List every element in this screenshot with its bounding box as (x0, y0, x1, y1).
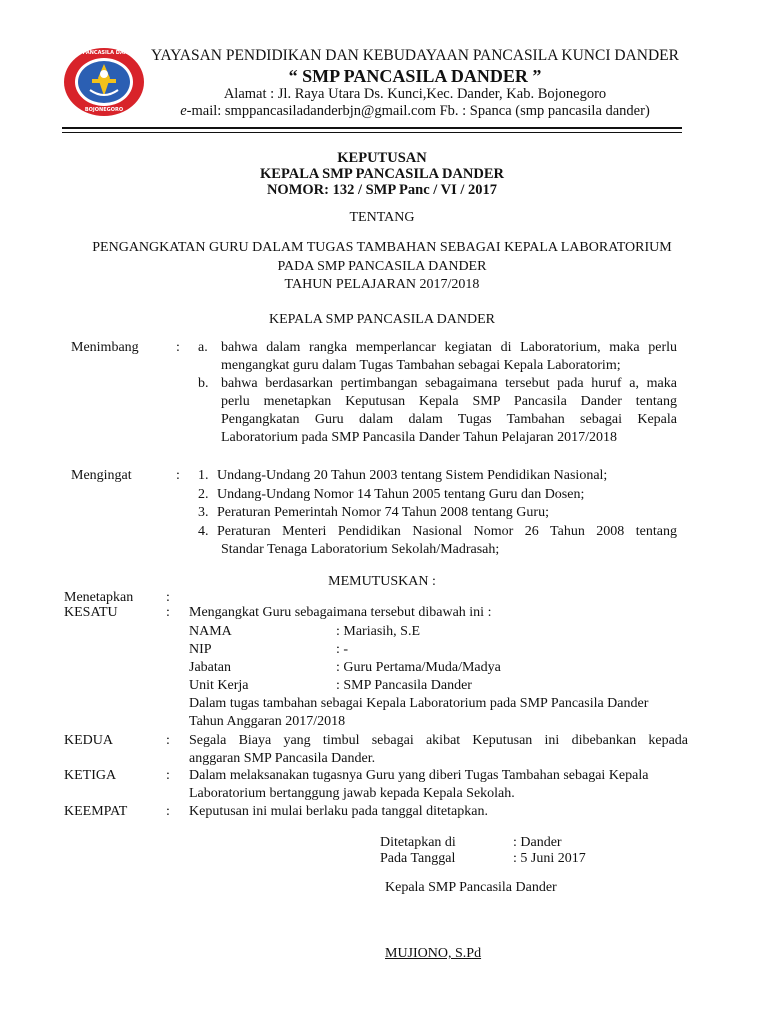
ketiga-line-1: Dalam melaksanakan tugasnya Guru yang diberi Tugas Tambahan sebagai Kepala (189, 768, 649, 783)
subject-line-1: PENGANGKATAN GURU DALAM TUGAS TAMBAHAN SEBAGAI KEPALA LABORATORIUM (92, 240, 672, 255)
authority-heading: KEPALA SMP PANCASILA DANDER (268, 312, 495, 327)
email-and-facebook: -mail: smppancasiladanderbjn@gmail.com Fb. : Spanca (smp pancasila dander) (186, 103, 650, 119)
decree-title: KEPUTUSAN (337, 150, 427, 166)
mengingat-1-text: Undang-Undang 20 Tahun 2003 tentang Sistem Pendidikan Nasional; (217, 468, 608, 483)
header-rule-thin (62, 132, 682, 133)
mengingat-colon: : (176, 468, 180, 483)
menimbang-colon: : (176, 340, 180, 355)
signature-place-value: : Dander (513, 835, 562, 850)
keempat-colon: : (166, 804, 170, 819)
subject-line-3: TAHUN PELAJARAN 2017/2018 (284, 277, 480, 292)
keempat-label: KEEMPAT (64, 804, 128, 819)
logo-bottom-text: BOJONEGORO (84, 107, 124, 113)
menimbang-b-line-1: bahwa berdasarkan pertimbangan sebagaimana tersebut pada huruf a, maka (221, 376, 677, 391)
menetapkan-colon: : (166, 590, 170, 605)
kedua-label: KEDUA (64, 733, 113, 748)
field-key-jabatan: Jabatan (189, 660, 231, 675)
menimbang-a-line-1: bahwa dalam rangka memperlancar kegiatan di Laboratorium, maka perlu (221, 340, 677, 355)
ketiga-label: KETIGA (64, 768, 117, 783)
mengingat-4-line-2: Standar Tenaga Laboratorium Sekolah/Madrasah; (221, 542, 500, 557)
logo-top-text: SMP PANCASILA DANDER (68, 50, 140, 56)
menimbang-a-line-2: mengangkat guru dalam Tugas Tambahan sebagai Kepala Laboratorim; (221, 358, 621, 373)
kesatu-label: KESATU (64, 605, 118, 620)
menimbang-a-marker: a. (198, 340, 208, 355)
mengingat-label: Mengingat (71, 468, 132, 483)
school-address: Alamat : Jl. Raya Utara Ds. Kunci,Kec. Dander, Kab. Bojonegoro (223, 86, 607, 102)
menimbang-label: Menimbang (71, 340, 139, 355)
kedua-line-2: anggaran SMP Pancasila Dander. (189, 751, 376, 766)
menimbang-b-line-4: Laboratorium pada SMP Pancasila Dander Tahun Pelajaran 2017/2018 (221, 430, 617, 445)
field-value-nip: : - (336, 642, 349, 657)
mengingat-4-line-1: Peraturan Menteri Pendidikan Nasional Nomor 26 Tahun 2008 tentang (217, 524, 677, 539)
decree-number: NOMOR: 132 / SMP Panc / VI / 2017 (266, 182, 498, 198)
menimbang-b-line-2: perlu menetapkan Keputusan Kepala SMP Pancasila Dander tentang (221, 394, 677, 409)
school-name: “ SMP PANCASILA DANDER ” (288, 66, 542, 86)
kesatu-note-line-1: Dalam tugas tambahan sebagai Kepala Laboratorium pada SMP Pancasila Dander (189, 696, 649, 711)
ketiga-line-2: Laboratorium bertanggung jawab kepada Kepala Sekolah. (189, 786, 515, 801)
kedua-line-1: Segala Biaya yang timbul sebagai akibat Keputusan ini dibebankan kepada (189, 733, 688, 748)
field-value-jabatan: : Guru Pertama/Muda/Madya (336, 660, 501, 675)
decree-issuer: KEPALA SMP PANCASILA DANDER (260, 166, 504, 182)
tentang-heading: TENTANG (349, 210, 415, 225)
keempat-line-1: Keputusan ini mulai berlaku pada tanggal ditetapkan. (189, 804, 488, 819)
field-value-unit-kerja: : SMP Pancasila Dander (336, 678, 472, 693)
kedua-colon: : (166, 733, 170, 748)
mengingat-2-text: Undang-Undang Nomor 14 Tahun 2005 tentang Guru dan Dosen; (217, 487, 585, 502)
foundation-name: YAYASAN PENDIDIKAN DAN KEBUDAYAAN PANCASILA KUNCI DANDER (151, 47, 679, 64)
menimbang-b-marker: b. (198, 376, 209, 391)
school-contact (0, 103, 768, 120)
mengingat-3-marker: 3. (198, 505, 209, 520)
mengingat-1-marker: 1. (198, 468, 209, 483)
field-value-nama: : Mariasih, S.E (336, 624, 420, 639)
kesatu-colon: : (166, 605, 170, 620)
signature-name: MUJIONO, S.Pd (385, 946, 482, 961)
menimbang-b-line-3: Pengangkatan Guru dalam dalam Tugas Tambahan sebagai Kepala (221, 412, 677, 427)
field-key-nip: NIP (189, 642, 212, 657)
field-key-nama: NAMA (189, 624, 232, 639)
menetapkan-label: Menetapkan (64, 590, 134, 605)
signature-position: Kepala SMP Pancasila Dander (385, 880, 557, 895)
kesatu-note-line-2: Tahun Anggaran 2017/2018 (189, 714, 346, 729)
memutuskan-heading: MEMUTUSKAN : (328, 574, 436, 589)
kesatu-intro: Mengangkat Guru sebagaimana tersebut dibawah ini : (189, 605, 492, 620)
signature-date-label: Pada Tanggal (380, 851, 456, 866)
signature-date-value: : 5 Juni 2017 (513, 851, 586, 866)
mengingat-4-marker: 4. (198, 524, 209, 539)
header-rule-thick (62, 127, 682, 129)
email-prefix: e (180, 103, 187, 119)
mengingat-2-marker: 2. (198, 487, 209, 502)
ketiga-colon: : (166, 768, 170, 783)
subject-line-2: PADA SMP PANCASILA DANDER (277, 259, 487, 274)
field-key-unit-kerja: Unit Kerja (189, 678, 249, 693)
mengingat-3-text: Peraturan Pemerintah Nomor 74 Tahun 2008 tentang Guru; (217, 505, 549, 520)
signature-place-label: Ditetapkan di (380, 835, 456, 850)
